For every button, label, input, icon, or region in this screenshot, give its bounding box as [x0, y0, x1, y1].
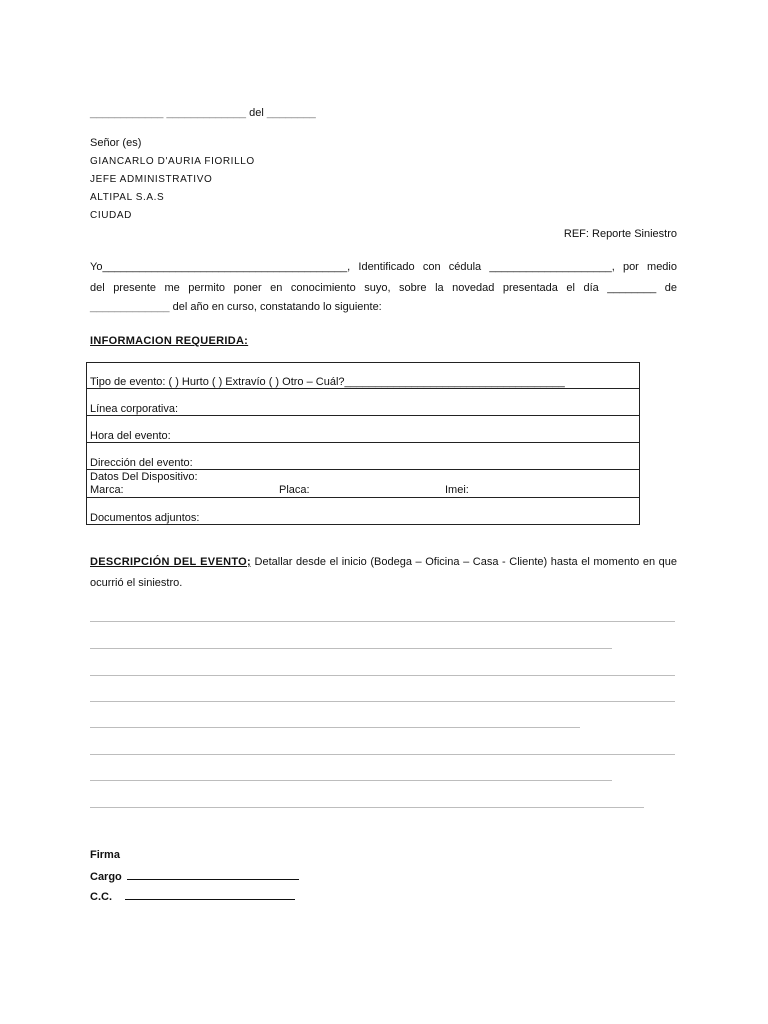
description-line-2: ocurrió el siniestro. [90, 577, 183, 589]
salutation: Señor (es) [90, 137, 142, 149]
description-heading: DESCRIPCIÓN DEL EVENTO; [90, 556, 251, 568]
addressee-company: ALTIPAL S.A.S [90, 192, 165, 203]
writing-line [90, 701, 675, 702]
cc-row [90, 890, 295, 903]
description-text: Detallar desde el inicio (Bodega – Oficina – Casa - Cliente) hasta el momento en que [250, 556, 677, 568]
cargo-label: Cargo [90, 871, 122, 883]
cargo-row [90, 870, 299, 883]
writing-line [90, 648, 612, 649]
writing-line [90, 727, 580, 728]
linea-corporativa-cell: Línea corporativa: [87, 389, 640, 416]
cc-blank-line [125, 890, 295, 900]
reference-line: REF: Reporte Siniestro [563, 228, 677, 240]
addressee-name: GIANCARLO D'AURIA FIORILLO [90, 156, 255, 167]
table-row-documentos [87, 498, 640, 525]
body-line-3 [90, 301, 382, 313]
datos-dispositivo-label: Datos Del Dispositivo: [90, 471, 198, 483]
direccion-evento-cell: Dirección del evento: [87, 443, 640, 470]
description-line-1 [90, 552, 677, 572]
table-row-direccion [87, 443, 640, 470]
addressee-city: CIUDAD [90, 210, 132, 221]
documentos-adjuntos-cell: Documentos adjuntos: [87, 498, 640, 525]
writing-line [90, 780, 612, 781]
table-row-dispositivo [87, 470, 640, 498]
table-row-tipo [87, 363, 640, 389]
firma-label: Firma [90, 849, 120, 861]
info-heading: INFORMACION REQUERIDA: [90, 335, 249, 347]
date-del-word: del [249, 107, 264, 119]
table-row-linea [87, 389, 640, 416]
writing-line [90, 807, 644, 808]
dispositivo-fields [90, 484, 636, 497]
tipo-evento-cell: Tipo de evento: ( ) Hurto ( ) Extravío ( ) Otro – Cuál?____________________________________ [87, 363, 640, 389]
cc-label: C.C. [90, 891, 112, 903]
date-blank-month: _____________ [166, 107, 247, 119]
date-line [90, 107, 316, 119]
date-blank-day: ____________ [90, 107, 164, 119]
imei-label: Imei: [445, 484, 469, 496]
cargo-blank-line [127, 870, 299, 880]
table-row-hora [87, 416, 640, 443]
body-line-2: del presente me permito poner en conocimiento suyo, sobre la novedad presentada el día ________ de [90, 282, 677, 294]
body-line-3-text: del año en curso, constatando lo siguiente: [172, 301, 382, 313]
dispositivo-cell [87, 470, 640, 498]
hora-evento-cell: Hora del evento: [87, 416, 640, 443]
writing-line [90, 621, 675, 622]
writing-line [90, 675, 675, 676]
marca-label: Marca: [90, 484, 124, 496]
info-table [86, 362, 640, 525]
body-line-1: Yo________________________________________, Identificado con cédula ____________________, por medio [90, 261, 677, 273]
addressee-title: JEFE ADMINISTRATIVO [90, 174, 213, 185]
writing-line [90, 754, 675, 755]
placa-label: Placa: [279, 484, 310, 496]
date-blank-year: ________ [266, 107, 316, 119]
body-blank-day: _____________ [90, 301, 170, 313]
